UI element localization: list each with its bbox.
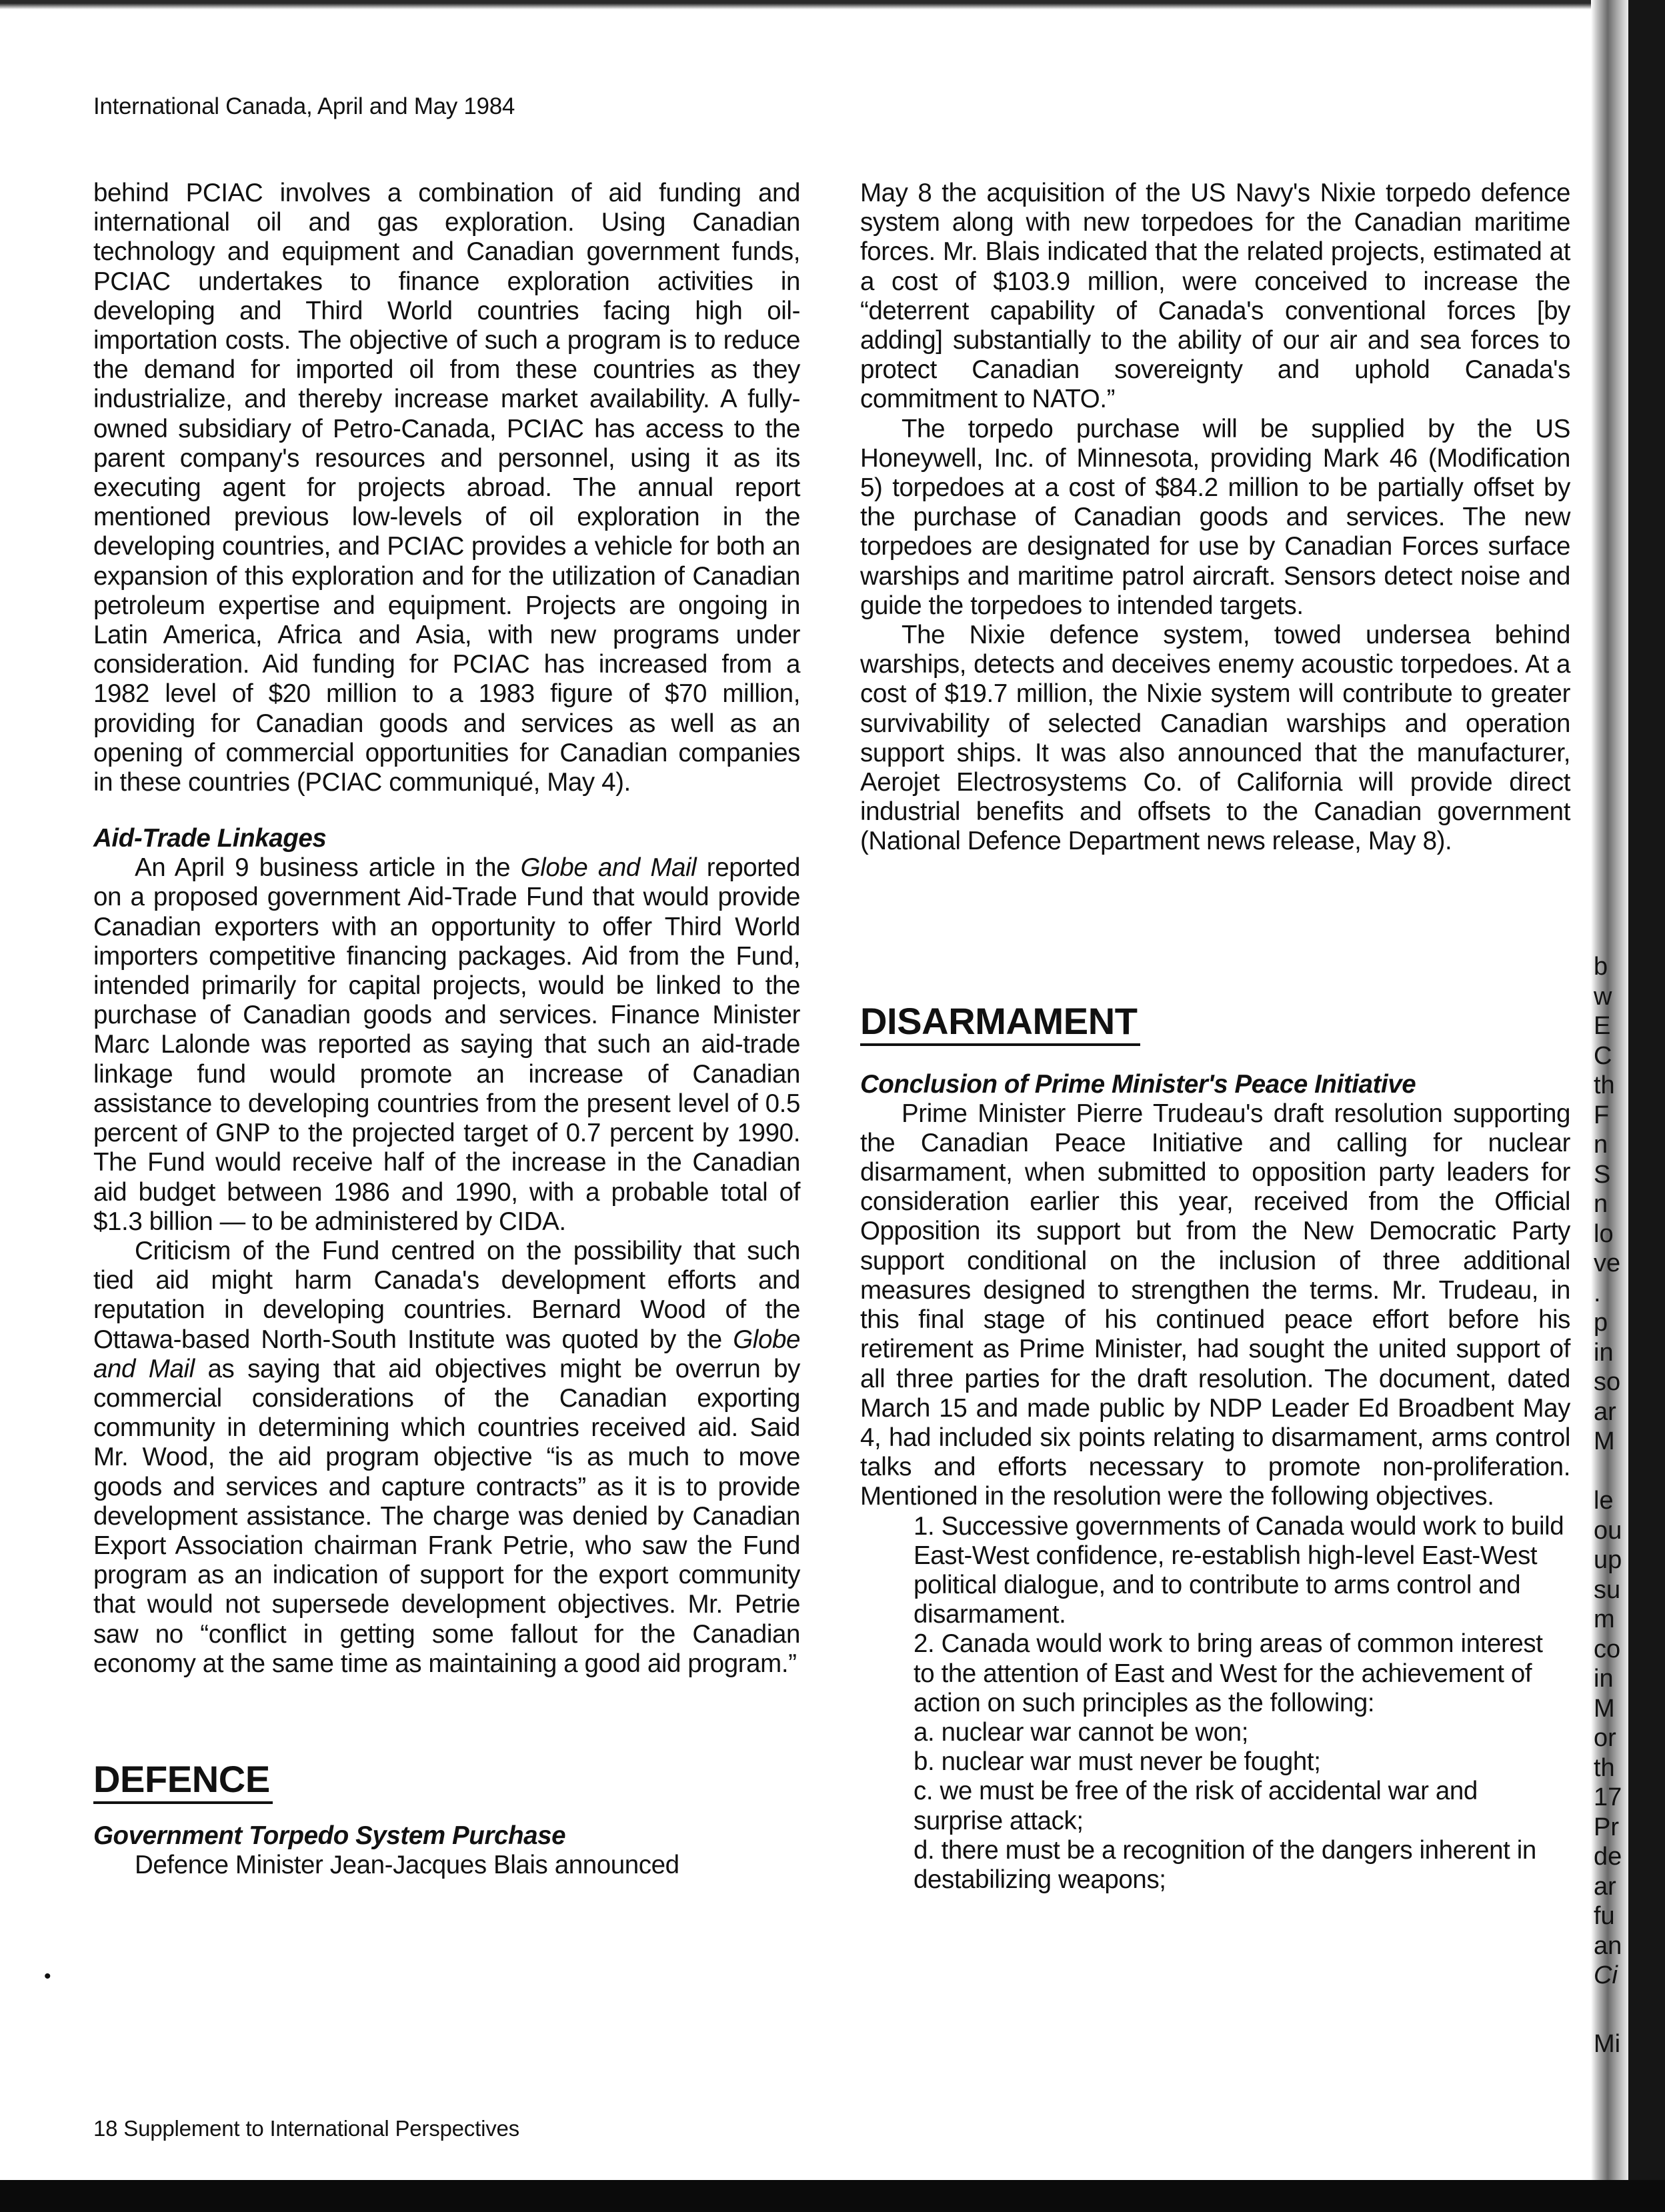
- peace-initiative-heading: Conclusion of Prime Minister's Peace Initiative: [860, 1069, 1416, 1099]
- objectives-list: [914, 1512, 1570, 1895]
- scan-top-edge: [0, 0, 1665, 9]
- page-footer: 18 Supplement to International Perspectives: [93, 2116, 519, 2141]
- left-column: [93, 179, 800, 1880]
- fragment: ou: [1594, 1516, 1622, 1545]
- fragment: p: [1594, 1309, 1608, 1337]
- fragment: ar: [1594, 1872, 1616, 1901]
- fragment: th: [1594, 1753, 1615, 1782]
- fragment: ar: [1594, 1397, 1616, 1426]
- fragment: ve: [1594, 1249, 1621, 1277]
- defence-paragraph-2: The torpedo purchase will be supplied by the US Honeywell, Inc. of Minnesota, providing Mark 46 (Modification 5) torpedoes at a cost of $84.2 million to be partially offset by the purchase of Canadian goods and services. The new torpedoes are designated for use by Canadian Forces surface warships and maritime patrol aircraft. Sensors detect noise and guide the torpedoes to intended targets.: [860, 414, 1570, 620]
- fragment: n: [1594, 1190, 1608, 1218]
- adjacent-page-fragments: [1594, 952, 1634, 2059]
- fragment: lo: [1594, 1219, 1614, 1248]
- defence-paragraph-3: The Nixie defence system, towed undersea behind warships, detects and deceives enemy acoustic torpedoes. At a cost of $19.7 million, the Nixie system will contribute to greater survivability of selected Canadian warships and operation support ships. It was also announced that the manufacturer, Aerojet Electrosystems Co. of California will provide direct industrial benefits and offsets to the Canadian government (National Defence Department news release, May 8).: [860, 621, 1570, 856]
- margin-bullet: •: [44, 1965, 51, 1987]
- fragment: up: [1594, 1546, 1622, 1574]
- publication-title: Globe and Mail: [520, 853, 697, 883]
- fragment: m: [1594, 1605, 1615, 1633]
- fragment: E: [1594, 1012, 1611, 1040]
- intro-paragraph: behind PCIAC involves a combination of aid funding and international oil and gas exploration. Using Canadian technology and equipment and Canadian government funds, PCIAC undertakes to finance exploration activities in developing and Third World countries facing high oil-importation costs. The objective of such a program is to reduce the demand for imported oil from these countries as they industrialize, and thereby increase market availability. A fully-owned subsidiary of Petro-Canada, PCIAC has access to the parent company's resources and personnel, using it as its executing agent for projects abroad. The annual report mentioned previous low-levels of oil exploration in the developing countries, and PCIAC provides a vehicle for both an expansion of this exploration and for the utilization of Canadian petroleum expertise and equipment. Projects are ongoing in Latin America, Africa and Asia, with new programs under consideration. Aid funding for PCIAC has increased from a 1982 level of $20 million to a 1983 figure of $70 million, providing for Canadian goods and services as well as an opening of commercial opportunities for Canadian companies in these countries (PCIAC communiqué, May 4).: [93, 179, 800, 797]
- fragment: in: [1594, 1338, 1614, 1367]
- scan-bottom-edge: [0, 2180, 1665, 2212]
- disarmament-section-title: DISARMAMENT: [860, 999, 1140, 1046]
- list-item: b. nuclear war must never be fought;: [914, 1747, 1321, 1777]
- fragment: b: [1594, 953, 1608, 981]
- disarmament-paragraph-1: Prime Minister Pierre Trudeau's draft resolution supporting the Canadian Peace Initiative and calling for nuclear disarmament, when submitted to opposition party leaders for consideration earlier this year, received from the Official Opposition its support but from the New Democratic Party support conditional on the inclusion of three additional measures designed to strengthen the terms. Mr. Trudeau, in this final stage of his continued peace effort before his retirement as Prime Minister, had sought the united support of all three parties for the draft resolution. The document, dated March 15 and made public by NDP Leader Ed Broadbent May 4, had included six points relating to disarmament, arms control talks and efforts necessary to promote non-proliferation. Mentioned in the resolution were the following objectives.: [860, 1099, 1570, 1511]
- fragment: Mi: [1594, 2029, 1621, 2058]
- fragment: S: [1594, 1160, 1611, 1189]
- fragment: .: [1594, 1279, 1601, 1307]
- fragment: in: [1594, 1665, 1614, 1693]
- defence-paragraph-start: Defence Minister Jean-Jacques Blais announced: [135, 1850, 679, 1879]
- fragment: an: [1594, 1931, 1622, 1960]
- list-item: c. we must be free of the risk of accidental war and surprise attack;: [914, 1777, 1478, 1835]
- aid-trade-heading: Aid-Trade Linkages: [93, 824, 327, 853]
- fragment: th: [1594, 1071, 1615, 1099]
- fragment: or: [1594, 1724, 1616, 1752]
- aid-trade-paragraph-1: An April 9 business article in the Globe and Mail reported on a proposed government Aid-Trade Fund that would provide Canadian exporters with an opportunity to offer Third World importers competitive financing packages. Aid from the Fund, intended primarily for capital projects, would be linked to the purchase of Canadian goods and services. Finance Minister Marc Lalonde was reported as saying that such an aid-trade linkage fund would promote an increase of Canadian assistance to developing countries from the present level of 0.5 percent of GNP to the projected target of 0.7 percent by 1990. The Fund would receive half of the increase in the Canadian aid budget between 1986 and 1990, with a probable total of $1.3 billion — to be administered by CIDA.: [93, 853, 800, 1236]
- fragment: F: [1594, 1101, 1610, 1129]
- fragment: w: [1594, 982, 1612, 1011]
- defence-section-title: DEFENCE: [93, 1757, 273, 1804]
- fragment: 17: [1594, 1783, 1622, 1811]
- fragment: co: [1594, 1635, 1621, 1663]
- fragment: M: [1594, 1694, 1615, 1723]
- fragment: de: [1594, 1843, 1622, 1871]
- fragment: so: [1594, 1368, 1621, 1396]
- fragment: n: [1594, 1131, 1608, 1159]
- right-column: [860, 179, 1570, 1895]
- list-item: 2. Canada would work to bring areas of common interest to the attention of East and West for the achievement of action on such principles as the following:: [914, 1629, 1543, 1717]
- list-item: a. nuclear war cannot be won;: [914, 1717, 1249, 1747]
- publication-title: Globe and Mail: [93, 1325, 800, 1383]
- fragment: C: [1594, 1041, 1612, 1070]
- aid-trade-paragraph-2: Criticism of the Fund centred on the possibility that such tied aid might harm Canada's development efforts and reputation in developing countries. Bernard Wood of the Ottawa-based North-South Institute was quoted by the Globe and Mail as saying that aid objectives might be overrun by commercial considerations of the Canadian exporting community in determining which countries received aid. Said Mr. Wood, the aid program objective “is as much to move goods and services and capture contracts” as it is to provide development assistance. The charge was denied by Canadian Export Association chairman Frank Petrie, who saw the Fund program as an indication of support for the export community that would not supersede development objectives. Mr. Petrie saw no “conflict in getting some fallout for the Canadian economy at the same time as maintaining a good aid program.”: [93, 1236, 801, 1678]
- fragment: Ci: [1594, 1961, 1618, 1989]
- fragment: fu: [1594, 1902, 1615, 1930]
- fragment: su: [1594, 1575, 1621, 1604]
- fragment: le: [1594, 1487, 1614, 1515]
- list-item: d. there must be a recognition of the dangers inherent in destabilizing weapons;: [914, 1835, 1536, 1894]
- fragment: M: [1594, 1427, 1615, 1455]
- defence-paragraph-1: May 8 the acquisition of the US Navy's Nixie torpedo defence system along with new torpedoes for the Canadian maritime forces. Mr. Blais indicated that the related projects, estimated at a cost of $103.9 million, were conceived to increase the “deterrent capability of Canada's conventional forces [by adding] substantially to the ability of our air and sea forces to protect Canadian sovereignty and uphold Canada's commitment to NATO.”: [860, 179, 1570, 414]
- scan-right-edge: [1628, 0, 1665, 2212]
- list-item: 1. Successive governments of Canada would work to build East-West confidence, re-establish high-level East-West political dialogue, and to contribute to arms control and disarmament.: [914, 1511, 1564, 1629]
- fragment: Pr: [1594, 1813, 1619, 1841]
- torpedo-heading: Government Torpedo System Purchase: [93, 1821, 566, 1850]
- running-head: International Canada, April and May 1984: [93, 93, 515, 119]
